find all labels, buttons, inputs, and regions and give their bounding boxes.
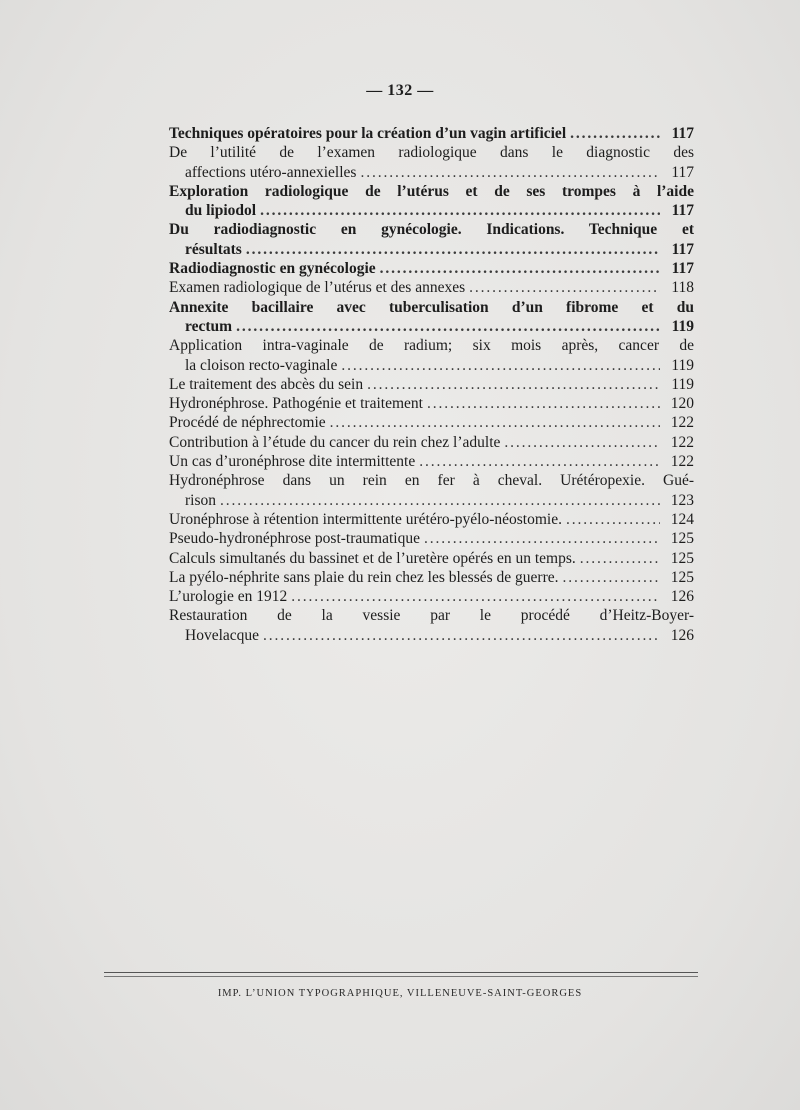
toc-entry	[169, 278, 694, 297]
toc-entry	[169, 510, 694, 529]
toc-entry-title: Hovelacque	[185, 626, 260, 644]
dot-leader	[570, 124, 660, 143]
toc-entry-title: rectum	[185, 317, 233, 335]
toc-entry-title: rison	[185, 491, 216, 509]
toc-page-number: 119	[671, 356, 694, 374]
toc-entry-title: Procédé de néphrectomie	[169, 414, 326, 432]
dot-leader	[419, 452, 660, 471]
toc-entry-title: affections utéro-annexielles	[185, 163, 357, 181]
toc-page-number: 117	[671, 163, 694, 181]
dot-leader	[367, 375, 660, 394]
toc-page-number: 117	[671, 202, 694, 220]
toc-entry-title: Application intra-vaginale de radium; six mois après, cancer de	[169, 337, 694, 355]
toc-entry-title: Hydronéphrose. Pathogénie et traitement	[169, 395, 423, 413]
toc-page-number: 125	[670, 568, 694, 586]
printer-imprint: IMP. L’UNION TYPOGRAPHIQUE, VILLENEUVE-SAINT-GEORGES	[217, 988, 583, 999]
dot-leader	[263, 626, 660, 645]
toc-entry-title: la cloison recto-vaginale	[185, 356, 338, 374]
table-of-contents	[169, 124, 694, 645]
toc-page-number: 118	[671, 279, 694, 297]
toc-entry	[169, 606, 694, 645]
toc-entry	[169, 182, 694, 221]
toc-entry	[169, 529, 694, 548]
toc-entry-title: Le traitement des abcès du sein	[169, 375, 364, 393]
toc-entry	[169, 375, 694, 394]
toc-entry-title: résultats	[185, 240, 242, 258]
toc-page-number: 125	[670, 530, 694, 548]
dot-leader	[380, 259, 660, 278]
dot-leader	[580, 549, 660, 568]
toc-page-number: 123	[670, 491, 694, 509]
toc-entry-title: Hydronéphrose dans un rein en fer à cheval. Urétéropexie. Gué-	[169, 472, 694, 490]
toc-entry-title: Radiodiagnostic en gynécologie	[169, 260, 376, 278]
dot-leader	[360, 163, 660, 182]
toc-entry	[169, 587, 694, 606]
toc-entry	[169, 568, 694, 587]
dot-leader	[563, 568, 661, 587]
dot-leader	[220, 491, 660, 510]
toc-page-number: 122	[670, 453, 694, 471]
dot-leader	[424, 529, 660, 548]
toc-page-number: 126	[670, 588, 694, 606]
toc-entry-title: Restauration de la vessie par le procédé d’Heitz-Boyer-	[169, 607, 694, 625]
page-number: — 132 —	[366, 82, 434, 99]
toc-entry	[169, 413, 694, 432]
toc-entry	[169, 433, 694, 452]
toc-page-number: 117	[671, 260, 694, 278]
toc-page-number: 119	[671, 317, 694, 335]
dot-leader	[566, 510, 660, 529]
toc-page-number: 117	[671, 240, 694, 258]
toc-page-number: 122	[670, 433, 694, 451]
toc-entry-title: Calculs simultanés du bassinet et de l’uretère opérés en un temps.	[169, 549, 576, 567]
toc-page-number: 120	[670, 395, 694, 413]
toc-page-number: 117	[671, 125, 694, 142]
toc-entry-title: Pseudo-hydronéphrose post-traumatique	[169, 530, 420, 548]
toc-entry-title: La pyélo-néphrite sans plaie du rein chez les blessés de guerre.	[169, 568, 559, 586]
toc-entry-title: Techniques opératoires pour la création d’un vagin artificiel	[169, 125, 567, 142]
toc-page-number: 119	[671, 375, 694, 393]
dot-leader	[427, 394, 660, 413]
dot-leader	[330, 413, 660, 432]
toc-entry-title: Du radiodiagnostic en gynécologie. Indications. Technique et	[169, 221, 694, 239]
toc-entry	[169, 220, 694, 259]
toc-entry-title: Contribution à l’étude du cancer du rein chez l’adulte	[169, 433, 501, 451]
toc-entry-title: Annexite bacillaire avec tuberculisation d’un fibrome et du	[169, 298, 694, 316]
toc-entry	[169, 336, 694, 375]
toc-entry	[169, 549, 694, 568]
toc-entry-title: Exploration radiologique de l’utérus et de ses trompes à l’aide	[169, 182, 694, 200]
dot-leader	[504, 433, 660, 452]
toc-entry-title: Un cas d’uronéphrose dite intermittente	[169, 453, 416, 471]
dot-leader	[469, 278, 660, 297]
toc-entry-title: Examen radiologique de l’utérus et des annexes	[169, 279, 466, 297]
dot-leader	[341, 356, 660, 375]
toc-page-number: 126	[670, 626, 694, 644]
dot-leader	[246, 240, 660, 259]
toc-entry-title: L’urologie en 1912	[169, 588, 288, 606]
toc-entry-title: Uronéphrose à rétention intermittente urétéro-pyélo-néostomie.	[169, 510, 562, 528]
dot-leader	[260, 201, 660, 220]
toc-entry-title: du lipiodol	[185, 202, 257, 220]
footer-rule	[104, 976, 698, 977]
toc-entry	[169, 452, 694, 471]
toc-entry	[169, 143, 694, 182]
dot-leader	[291, 587, 660, 606]
toc-entry	[169, 471, 694, 510]
toc-entry	[169, 124, 694, 143]
toc-entry-title: De l’utilité de l’examen radiologique dans le diagnostic des	[169, 144, 694, 162]
toc-page-number: 124	[670, 510, 694, 528]
dot-leader	[236, 317, 660, 336]
toc-entry	[169, 394, 694, 413]
footer-rule	[104, 972, 698, 973]
toc-entry	[169, 259, 694, 278]
toc-page-number: 122	[670, 414, 694, 432]
toc-entry	[169, 298, 694, 337]
toc-page-number: 125	[670, 549, 694, 567]
